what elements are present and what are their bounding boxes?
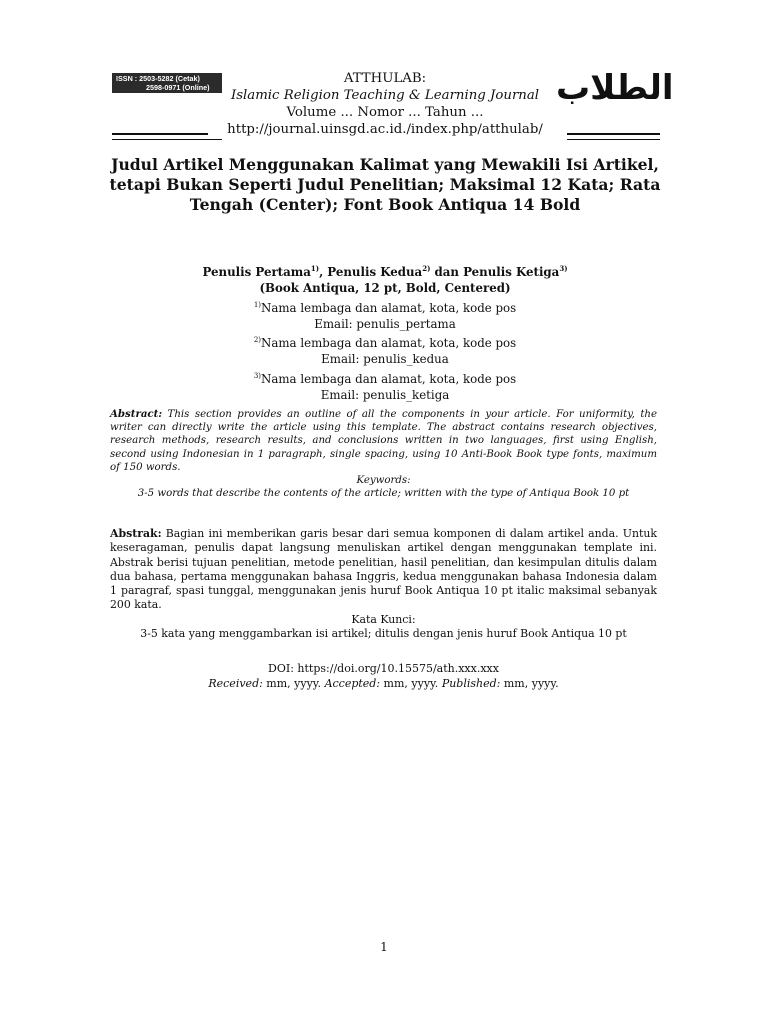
abstract-english-text: This section provides an outline of all the components in your article. For uniformity, the writer can directly write the article using this template. The abstract contains research objectives, research methods, research results, and conclusions written in two languages, first using English, second using Indonesian in 1 paragraph, single spacing, using 10 Anti-Book Book type fonts, maximum of 150 words. [110,409,657,473]
published-label: Published: [441,677,501,690]
author-3: Penulis Ketiga [463,264,560,279]
affiliation [120,297,650,316]
article-title [105,155,665,215]
keywords-text: 3-5 words that describe the contents of the article; written with the type of Antiqua Book 10 pt [137,488,630,500]
author-block [120,261,650,403]
affiliation-sup: 3) [253,371,261,380]
author-format-note: (Book Antiqua, 12 pt, Bold, Centered) [259,281,511,296]
doi-link[interactable]: DOI: https://doi.org/10.15575/ath.xxx.xxx [268,662,499,675]
header-rule-left-thin [112,139,222,140]
keywords-label: Keywords: [356,475,411,487]
title-line: tetapi Bukan Seperti Judul Penelitian; Maksimal 12 Kata; Rata [109,175,661,194]
abstract-indonesian [110,527,657,641]
journal-volume: Volume ... Nomor ... Tahun ... [286,105,484,120]
header-rule-right-thin [567,139,660,140]
affiliation-institution: Nama lembaga dan alamat, kota, kode pos [261,335,517,350]
accepted-date: mm, yyyy. [380,677,442,690]
author-2: Penulis Kedua [327,264,423,279]
affiliation [120,368,650,387]
author-and: dan [430,264,464,279]
arabic-logo: الطلاب [556,68,674,108]
abstract-english-label: Abstract: [110,408,163,420]
affiliation-email: Email: penulis_pertama [314,316,456,331]
author-separator: , [319,264,328,279]
journal-url: http://journal.uinsgd.ac.id./index.php/atthulab/ [227,122,543,137]
journal-name: ATTHULAB: [343,71,427,86]
affiliation [120,332,650,351]
kata-kunci-label: Kata Kunci: [351,612,416,626]
title-line: Judul Artikel Menggunakan Kalimat yang Mewakili Isi Artikel, [111,155,659,174]
header-rule-left [112,133,208,135]
abstract-indonesian-text: Bagian ini memberikan garis besar dari semua komponen di dalam artikel anda. Untuk keseragaman, penulis dapat langsung menuliskan artikel dengan menggunakan template ini. Abstrak berisi tujuan penelitian, metode penelitian, hasil penelitian, dan kesimpulan ditulis dalam dua bahasa, pertama menggunakan bahasa Inggris, kedua menggunakan bahasa Indonesia dalam 1 paragraf, spasi tunggal, menggunakan jenis huruf Book Antiqua 10 pt italic maksimal sebanyak 200 kata. [110,527,657,612]
kata-kunci-text: 3-5 kata yang menggambarkan isi artikel; ditulis dengan jenis huruf Book Antiqua 10 pt [140,627,627,641]
abstract-english [110,408,657,500]
published-date: mm, yyyy. [500,677,559,690]
received-date: mm, yyyy. [262,677,325,690]
issn-print: ISSN : 2503-5282 (Cetak) [116,74,200,83]
affiliation-institution: Nama lembaga dan alamat, kota, kode pos [261,371,517,386]
affiliation-email: Email: penulis_ketiga [320,387,450,402]
abstract-indonesian-body [110,527,657,613]
affiliation-sup: 2) [253,336,261,345]
author-3-sup: 3) [559,264,568,273]
header-rule-right [567,133,660,135]
title-line: Tengah (Center); Font Book Antiqua 14 Bold [189,195,581,214]
received-label: Received: [208,677,263,690]
dates-line [110,676,657,691]
abstract-indonesian-label: Abstrak: [110,527,162,540]
accepted-label: Accepted: [324,677,381,690]
affiliation-institution: Nama lembaga dan alamat, kota, kode pos [261,300,517,315]
journal-header [200,70,570,138]
author-names [120,261,650,280]
doi-block [110,661,657,691]
author-2-sup: 2) [422,264,431,273]
issn-online: 2598-0971 (Online) [146,83,210,92]
affiliation-email: Email: penulis_kedua [321,352,449,367]
abstract-english-body [110,408,657,474]
page-number: 1 [380,940,388,954]
author-1: Penulis Pertama [202,264,311,279]
author-1-sup: 1) [310,264,320,273]
affiliation-sup: 1) [253,300,261,309]
journal-subtitle: Islamic Religion Teaching & Learning Journal [230,88,540,103]
